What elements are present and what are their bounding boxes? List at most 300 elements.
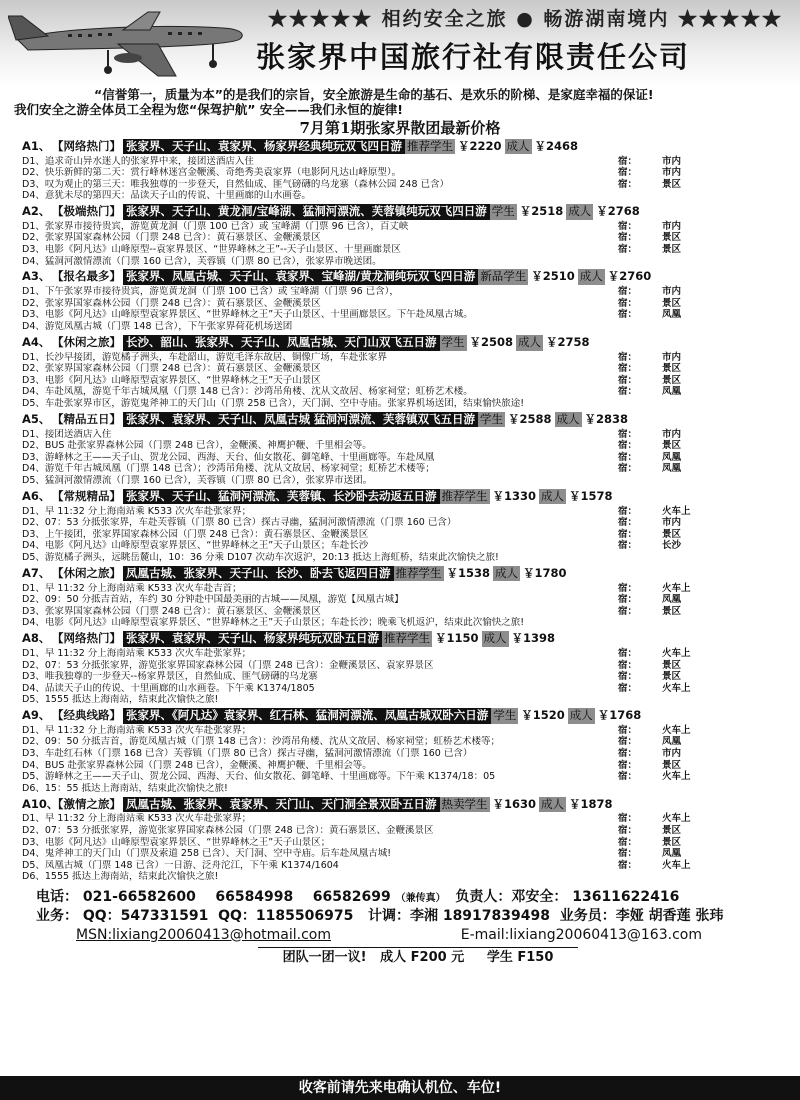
itinerary-day [22, 648, 792, 660]
adult-label: 成人 [569, 707, 593, 722]
tour-header [22, 565, 792, 583]
day-description: D3、上午接团，张家界国家森林公园（门票 248 已含）：黄石寨景区、金鞭溪景区 [22, 528, 369, 540]
adult-price: ￥1768 [597, 707, 642, 722]
adult-price: ￥2758 [546, 334, 590, 349]
stay-label: 宿： [618, 759, 638, 771]
day-description: D2、09：50 分抵吉首，游览凤凰古城（门票 148 已含）：沙湾吊角楼、沈从文故居、杨家祠堂；虹桥艺术楼等； [22, 736, 500, 748]
itinerary-day [22, 440, 792, 452]
itinerary-day [22, 463, 792, 475]
adult-price: ￥1878 [569, 796, 613, 811]
stay-location: 景区 [662, 363, 682, 375]
itinerary-day [22, 860, 792, 872]
group-student-price: 学生 F150 [486, 949, 554, 965]
itinerary-day [22, 475, 792, 487]
itinerary-day [22, 398, 792, 410]
tour-tag: 推荐学生 [441, 488, 488, 503]
day-description: D2、07：53 分抵张家界，游览张家界国家森林公园（门票 248 已含）：黄石寨景区、金鞭溪景区 [22, 825, 434, 837]
stay-label: 宿： [618, 286, 638, 298]
staff: 业务员：李娅 胡香莲 张玮 [559, 907, 724, 924]
itinerary-day [22, 617, 792, 629]
tour-item [22, 707, 792, 795]
stay-label: 宿： [618, 659, 638, 671]
student-price: ￥1330 [492, 488, 537, 503]
stay-location: 长沙 [662, 540, 682, 552]
student-price: ￥1630 [492, 796, 537, 811]
itinerary-day [22, 606, 792, 618]
adult-label: 成人 [541, 796, 565, 811]
stay-location: 景区 [662, 232, 682, 244]
day-description: D2、07：53 分抵张家界，游览张家界国家森林公园（门票 248 已含）：金鞭溪景区、袁家界景区 [22, 659, 434, 671]
stay-label [618, 871, 662, 883]
itinerary-day [22, 298, 792, 310]
mission-statement [0, 86, 800, 118]
stay-location: 景区 [662, 297, 682, 309]
tour-code: A3、 [22, 269, 51, 284]
adult-label: 成人 [579, 269, 603, 284]
stay-label [618, 552, 662, 564]
stay-label: 宿： [618, 428, 638, 440]
stay-location: 市内 [662, 167, 682, 179]
planner: 计调：李湘 18917839498 [367, 907, 550, 924]
stay-location: 凤凰 [662, 451, 682, 463]
itinerary-day [22, 256, 792, 268]
day-description: D1、早 11:32 分上海南站乘 K533 次火车赴张家界； [22, 724, 252, 736]
tour-code: A10、 [22, 796, 59, 811]
adult-price: ￥2760 [607, 269, 652, 284]
tour-item [22, 630, 792, 706]
day-description: D1、长沙早接团，游览橘子洲头，车赴韶山，游览毛泽东故居、铜像广场，车赴张家界 [22, 351, 387, 363]
stay-label: 宿： [618, 178, 638, 190]
adult-label: 成人 [506, 138, 530, 153]
itinerary-day [22, 540, 792, 552]
tour-code: A4、 [22, 334, 51, 349]
stay-location: 景区 [662, 244, 682, 256]
tour-route: 张家界、袁家界、天子山、杨家界纯玩双卧五日游 [123, 631, 382, 647]
stay-location: 市内 [662, 286, 682, 298]
fax-note: （兼传真） [395, 893, 446, 904]
tour-header [22, 630, 792, 648]
itinerary-day [22, 309, 792, 321]
day-description: D5、猛洞河激情漂流（门票 160 已含），芙蓉镇（门票 80 已含），张家界市送团。 [22, 474, 373, 486]
itinerary-day [22, 529, 792, 541]
stay-label: 宿： [618, 167, 638, 179]
day-description: D2、09：50 分抵吉首站，车约 30 分钟赴中国最美丽的古城——凤凰，游览【凤凰古城】 [22, 594, 404, 606]
stay-location: 景区 [662, 528, 682, 540]
itinerary-day [22, 552, 792, 564]
stay-label: 宿： [618, 594, 638, 606]
stay-location: 市内 [662, 748, 682, 760]
itinerary-day [22, 190, 792, 202]
itinerary-day [22, 760, 792, 772]
day-description: D1、早 11:32 分上海南站乘 K533 次火车赴吉首； [22, 582, 242, 594]
stay-label: 宿： [618, 386, 638, 398]
day-description: D4、车赴凤凰，游览千年古城凤凰（门票 148 已含）：沙湾吊角楼、沈从文故居、杨家祠堂；虹桥艺术楼。 [22, 386, 473, 398]
itinerary-day [22, 221, 792, 233]
stay-location: 景区 [662, 178, 682, 190]
tour-item [22, 488, 792, 564]
adult-price: ￥1578 [569, 488, 613, 503]
adult-label: 成人 [556, 411, 580, 426]
mission-line-2: 我们安全之游全体员工全程为您“保驾护航” 安全——我们永恒的旋律! [14, 101, 403, 117]
day-description: D4、鬼斧神工的天门山（门票及索道 258 已含）、天门洞、空中寺庙。后车赴凤凰古城! [22, 848, 392, 860]
tour-code: A7、 [22, 565, 51, 580]
tour-header [22, 488, 792, 506]
itinerary-day [22, 352, 792, 364]
itinerary-day [22, 671, 792, 683]
day-description: D3、车赴红石林（门票 168 已含）芙蓉镇（门票 80 已含）探古寻幽，猛洞河激情漂流（门票 160 已含） [22, 748, 473, 760]
stay-label: 宿： [618, 671, 638, 683]
stay-location: 凤凰 [662, 386, 682, 398]
day-description: D1、张家界市接待贵宾，游览黄龙洞（门票 100 已含）或 宝峰湖（门票 96 已含），百丈峡 [22, 220, 409, 232]
itinerary-day [22, 286, 792, 298]
airplane-icon [8, 6, 248, 82]
day-description: D2、快乐新鲜的第二天：赏行峰林迷宫金鞭溪、奇绝秀美袁家界（电影阿凡达山峰原型）。 [22, 167, 402, 179]
tour-item [22, 203, 792, 267]
tour-category: 【精品五日】 [52, 411, 121, 426]
stay-location: 火车上 [662, 724, 691, 736]
stay-label: 宿： [618, 736, 638, 748]
tour-route: 张家界、天子山、袁家界、杨家界经典纯玩双飞四日游 [123, 139, 405, 155]
stay-location: 景区 [662, 605, 682, 617]
itinerary-day [22, 771, 792, 783]
stay-location: 市内 [662, 155, 682, 167]
tour-category: 【常规精品】 [52, 488, 121, 503]
day-description: D4、电影《阿凡达》山峰原型袁家界景区、“世界峰林之王”天子山景区；车赴长沙；晚乘飞机返沪，结束此次愉快之旅! [22, 617, 525, 629]
itinerary-day [22, 375, 792, 387]
tour-header [22, 268, 792, 286]
day-description: D1、接团送酒店入住 [22, 428, 112, 440]
tour-tag: 推荐学生 [395, 565, 442, 580]
tour-category: 【报名最多】 [52, 269, 121, 284]
itinerary-day [22, 244, 792, 256]
day-description: D3、张家界国家森林公园（门票 248 已含）：黄石寨景区、金鞭溪景区 [22, 605, 321, 617]
day-description: D2、张家界国家森林公园（门票 248 已含）：黄石寨景区、金鞭溪景区 [22, 363, 321, 375]
day-description: D4、猛洞河激情漂流（门票 160 已含），芙蓉镇（门票 80 已含），张家界市晚送团。 [22, 255, 382, 267]
tour-header [22, 795, 792, 813]
stay-label: 宿： [618, 647, 638, 659]
manager-label: 负责人：邓安全： [455, 889, 568, 905]
phone-1[interactable]: 021-66582600 [82, 889, 196, 905]
adult-price: ￥1398 [511, 631, 556, 645]
stay-label: 宿： [618, 682, 638, 694]
stay-location: 景区 [662, 374, 682, 386]
tour-item [22, 138, 792, 202]
stay-location: 火车上 [662, 505, 691, 517]
stay-label: 宿： [618, 825, 638, 837]
student-price: ￥2508 [469, 334, 514, 349]
tour-code: A9、 [22, 707, 51, 722]
stay-location: 凤凰 [662, 848, 682, 860]
stay-label [618, 321, 662, 333]
tour-code: A8、 [22, 631, 51, 645]
itinerary-day [22, 429, 792, 441]
itinerary-day [22, 167, 792, 179]
stay-location: 火车上 [662, 813, 691, 825]
stay-label: 宿： [618, 836, 638, 848]
stay-label [618, 694, 662, 706]
email-link[interactable]: E-mail:lixiang20060413@163.com [460, 926, 702, 943]
itinerary-day [22, 232, 792, 244]
tour-code: A1、 [22, 138, 51, 153]
day-description: D4、BUS 赴张家界森林公园（门票 248 已含），金鞭溪、神鹰护鞭、千里相会等。 [22, 759, 372, 771]
stay-location: 景区 [662, 836, 682, 848]
stay-label: 宿： [618, 363, 638, 375]
tour-list [0, 138, 800, 884]
qq-1[interactable]: QQ：547331591 [82, 907, 209, 924]
tour-category: 【网络热门】 [52, 138, 121, 153]
tour-tag: 推荐学生 [407, 138, 453, 153]
student-price: ￥1538 [446, 565, 491, 580]
student-price: ￥2510 [531, 269, 575, 284]
header-banner [0, 0, 800, 86]
day-description: D3、电影《阿凡达》山峰原型袁家界景区、“世界峰林之王”天子山景区、十里画廊景区。下午赴凤凰古城。 [22, 309, 473, 321]
tour-category: 【激情之旅】 [52, 796, 121, 811]
stay-location: 景区 [662, 440, 682, 452]
stay-label: 宿： [618, 848, 638, 860]
tour-code: A6、 [22, 488, 51, 503]
adult-label: 成人 [483, 631, 507, 645]
adult-price: ￥2768 [596, 203, 640, 218]
itinerary-day [22, 506, 792, 518]
stay-label: 宿： [618, 724, 638, 736]
adult-label: 成人 [495, 565, 519, 580]
day-description: D5、1555 抵达上海南站，结束此次愉快之旅! [22, 694, 219, 706]
itinerary-day [22, 594, 792, 606]
tour-route: 张家界、天子山、黄龙洞/宝峰湖、猛洞河漂流、芙蓉镇纯玩双飞四日游 [123, 204, 490, 220]
day-description: D4、电影《阿凡达》山峰原型袁家界景区、“世界峰林之王”天子山景区；车赴长沙 [22, 540, 369, 552]
stay-label: 宿： [618, 232, 638, 244]
day-description: D3、叹为观止的第三天：唯我独尊的一步登天，自然仙成、匪气磅礴的乌龙寨（森林公园 248 已含） [22, 178, 450, 190]
group-label: 团队一团一议! [282, 949, 367, 965]
online-row [36, 926, 800, 945]
itinerary-day [22, 363, 792, 375]
itinerary-day [22, 813, 792, 825]
day-description: D2、张家界国家森林公园（门票 248 已含）：黄石寨景区、金鞭溪景区 [22, 297, 321, 309]
stay-location: 景区 [662, 671, 682, 683]
day-description: D4、游览凤凰古城（门票 148 已含），下午张家界荷花机场送团 [22, 321, 293, 333]
tour-route: 张家界、天子山、猛洞河漂流、芙蓉镇、长沙卧去动返五日游 [123, 489, 440, 505]
day-description: D5、凤凰古城（门票 148 已含）一日游、泛舟沱江，下午乘 K1374/1604 [22, 859, 339, 871]
tour-category: 【休闲之旅】 [52, 334, 121, 349]
stay-label: 宿： [618, 582, 638, 594]
tour-route: 张家界、袁家界、天子山、凤凰古城 猛洞河漂流、芙蓉镇双飞五日游 [123, 412, 478, 428]
stay-label [618, 398, 662, 410]
tour-tag: 新品学生 [480, 269, 527, 284]
stay-label: 宿： [618, 505, 638, 517]
tour-route: 张家界、《阿凡达》袁家界、红石林、猛洞河漂流、凤凰古城双卧六日游 [123, 708, 491, 724]
stay-location: 景区 [662, 759, 682, 771]
day-description: D3、电影《阿凡达》山峰原型--袁家界景区、“世界峰林之王”--天子山景区、十里画廊景区 [22, 244, 401, 256]
qq-2[interactable]: QQ：1185506975 [218, 907, 354, 924]
tour-category: 【极端热门】 [52, 203, 121, 218]
stay-label [618, 256, 662, 268]
stay-location: 凤凰 [662, 736, 682, 748]
stay-label: 宿： [618, 605, 638, 617]
itinerary-day [22, 179, 792, 191]
stay-label: 宿： [618, 351, 638, 363]
day-description: D3、唯我独尊的一步登天--杨家界景区，自然仙成、匪气磅礴的乌龙寨 [22, 671, 318, 683]
tour-tag: 热卖学生 [441, 796, 488, 811]
tour-category: 【休闲之旅】 [52, 565, 121, 580]
manager-phone[interactable]: 13611622416 [572, 889, 680, 905]
tour-route: 长沙、韶山、张家界、天子山、凤凰古城、天门山双飞五日游 [123, 335, 440, 351]
tour-item [22, 795, 792, 883]
itinerary-day [22, 517, 792, 529]
tour-header [22, 707, 792, 725]
itinerary-day [22, 583, 792, 595]
stay-label: 宿： [618, 374, 638, 386]
itinerary-day [22, 748, 792, 760]
tour-tag: 学生 [491, 203, 515, 218]
stay-label: 宿： [618, 155, 638, 167]
tour-route: 凤凰古城、张家界、袁家界、天门山、天门洞全景双卧五日游 [123, 797, 440, 813]
day-description: D3、游峰林之王——天子山、贺龙公园、西海、天台、仙女散花、御笔峰、十里画廊等。车赴凤凰 [22, 451, 435, 463]
adult-label: 成人 [518, 334, 542, 349]
stay-location: 凤凰 [662, 463, 682, 475]
stay-label [618, 190, 662, 202]
tour-item [22, 411, 792, 487]
itinerary-day [22, 837, 792, 849]
stay-location: 火车上 [662, 771, 691, 783]
adult-price: ￥2468 [534, 138, 579, 153]
day-description: D6、15：55 抵达上海南站，结束此次愉快之旅! [22, 782, 228, 794]
tour-header [22, 203, 792, 221]
tour-header [22, 334, 792, 352]
stay-label: 宿： [618, 220, 638, 232]
phone-label: 电话： [36, 889, 78, 905]
stay-location: 市内 [662, 428, 682, 440]
group-adult-price: 成人 F200 元 [380, 949, 465, 965]
itinerary-day [22, 694, 792, 706]
day-description: D4、品读天子山的传说、十里画廊的山水画卷。下午乘 K1374/1805 [22, 682, 315, 694]
stay-label: 宿： [618, 440, 638, 452]
stay-label: 宿： [618, 859, 638, 871]
student-price: ￥1150 [435, 631, 479, 645]
day-description: D5、车赴张家界市区，游览鬼斧神工的天门山（门票 258 已含），天门洞、空中寺庙。张家界机场送团，结束愉快旅途! [22, 398, 525, 409]
business-label: 业务： [36, 907, 78, 924]
tour-code: A2、 [22, 203, 51, 218]
student-price: ￥2518 [519, 203, 564, 218]
tour-category: 【经典线路】 [52, 707, 121, 722]
stay-label: 宿： [618, 771, 638, 783]
phone-row [36, 888, 800, 907]
itinerary-day [22, 452, 792, 464]
stay-label: 宿： [618, 540, 638, 552]
stay-location: 凤凰 [662, 594, 682, 606]
stay-location: 火车上 [662, 682, 691, 694]
student-price: ￥2220 [458, 138, 502, 153]
stay-label [618, 783, 662, 795]
adult-label: 成人 [568, 203, 592, 218]
tour-category: 【网络热门】 [52, 631, 121, 645]
stay-label: 宿： [618, 463, 638, 475]
day-description: D1、下午张家界市接待贵宾，游览黄龙洞（门票 100 已含）或 宝峰湖（门票 96 已含）， [22, 286, 399, 298]
day-description: D1、追求奇山异水迷人的张家界中来，接团送酒店入住 [22, 155, 254, 167]
tour-tag: 推荐学生 [384, 631, 430, 645]
stay-label: 宿： [618, 517, 638, 529]
adult-label: 成人 [541, 488, 565, 503]
slogan: ★★★★★ 相约安全之旅 ● 畅游湖南境内 ★★★★★ [268, 8, 784, 30]
day-description: D6、1555 抵达上海南站，结束此次愉快之旅! [22, 871, 219, 883]
stay-label [618, 475, 662, 487]
stay-label: 宿： [618, 748, 638, 760]
day-description: D5、游峰林之王——天子山、贺龙公园、西海、天台、仙女散花、御笔峰、十里画廊等。下午乘 K1374/18：05 [22, 771, 496, 783]
day-description: D3、电影《阿凡达》山峰原型袁家界景区、“世界峰林之王”天子山景区； [22, 836, 331, 848]
tour-item [22, 268, 792, 332]
stay-location: 火车上 [662, 582, 691, 594]
itinerary-day [22, 660, 792, 672]
tour-tag: 学生 [480, 411, 503, 426]
itinerary-day [22, 871, 792, 883]
day-description: D1、早 11:32 分上海南站乘 K533 次火车赴张家界； [22, 813, 252, 825]
day-description: D3、电影《阿凡达》山峰原型袁家界景区、“世界峰林之王”天子山景区 [22, 374, 321, 386]
tour-route: 凤凰古城、张家界、天子山、长沙、卧去飞返四日游 [123, 566, 394, 582]
stay-location: 火车上 [662, 859, 691, 871]
stay-location: 火车上 [662, 647, 691, 659]
company-name: 张家界中国旅行社有限责任公司 [256, 40, 691, 74]
phone-3[interactable]: 66582699 [312, 889, 391, 905]
stay-label: 宿： [618, 297, 638, 309]
phone-2[interactable]: 66584998 [215, 889, 294, 905]
tour-code: A5、 [22, 411, 51, 426]
student-price: ￥2588 [508, 411, 552, 426]
tour-tag: 学生 [441, 334, 465, 349]
contact-block [0, 888, 800, 966]
day-description: D4、意犹未尽的第四天：品读天子山的传说、十里画廊的山水画卷。 [22, 190, 311, 202]
day-description: D1、早 11:32 分上海南站乘 K533 次火车赴张家界； [22, 505, 252, 517]
itinerary-day [22, 683, 792, 695]
stay-location: 景区 [662, 659, 682, 671]
stay-label [618, 617, 662, 629]
stay-label: 宿： [618, 309, 638, 321]
stay-location: 市内 [662, 220, 682, 232]
itinerary-day [22, 156, 792, 168]
day-description: D2、BUS 赴张家界森林公园（门票 248 已含），金鞭溪、神鹰护鞭、千里相会等。 [22, 440, 372, 452]
tour-item [22, 334, 792, 410]
adult-price: ￥2838 [584, 411, 629, 426]
tour-route: 张家界、凤凰古城、天子山、袁家界、宝峰湖/黄龙洞纯玩双飞四日游 [123, 269, 478, 285]
stay-label: 宿： [618, 451, 638, 463]
mission-line-1: “信誉第一，质量为本”的是我们的宗旨，安全旅游是生命的基石、是欢乐的阶梯、是家庭幸福的保证! [94, 87, 654, 102]
itinerary-day [22, 321, 792, 333]
itinerary-day [22, 386, 792, 398]
day-description: D4、游览千年古城凤凰（门票 148 已含）；沙湾吊角楼、沈从文故居、杨家祠堂；虹桥艺术楼等； [22, 463, 435, 475]
day-description: D5、游览橘子洲头，远眺岳麓山，10：36 分乘 D107 次动车次返沪，20:13 抵达上海虹桥，结束此次愉快之旅! [22, 551, 499, 563]
footer-notice: 收客前请先来电确认机位、车位! [0, 1076, 800, 1100]
stay-location: 景区 [662, 825, 682, 837]
day-description: D1、早 11:32 分上海南站乘 K533 次火车赴张家界； [22, 647, 252, 659]
stay-location: 凤凰 [662, 309, 682, 321]
tour-tag: 学生 [493, 707, 517, 722]
msn-link[interactable]: MSN:lixiang20060413@hotmail.com [76, 926, 331, 943]
tour-header [22, 138, 792, 156]
student-price: ￥1520 [521, 707, 565, 722]
stay-label: 宿： [618, 813, 638, 825]
itinerary-day [22, 825, 792, 837]
stay-location: 市内 [662, 351, 682, 363]
day-description: D2、张家界国家森林公园（门票 248 已含）：黄石寨景区、金鞭溪景区 [22, 232, 321, 244]
stay-location: 市内 [662, 517, 682, 529]
stay-label: 宿： [618, 244, 638, 256]
group-pricing [258, 947, 578, 967]
itinerary-day [22, 848, 792, 860]
business-row [36, 907, 800, 926]
issue-title: 7月第1期张家界散团最新价格 [299, 118, 501, 137]
itinerary-day [22, 736, 792, 748]
itinerary-day [22, 725, 792, 737]
itinerary-day [22, 783, 792, 795]
tour-header [22, 411, 792, 429]
